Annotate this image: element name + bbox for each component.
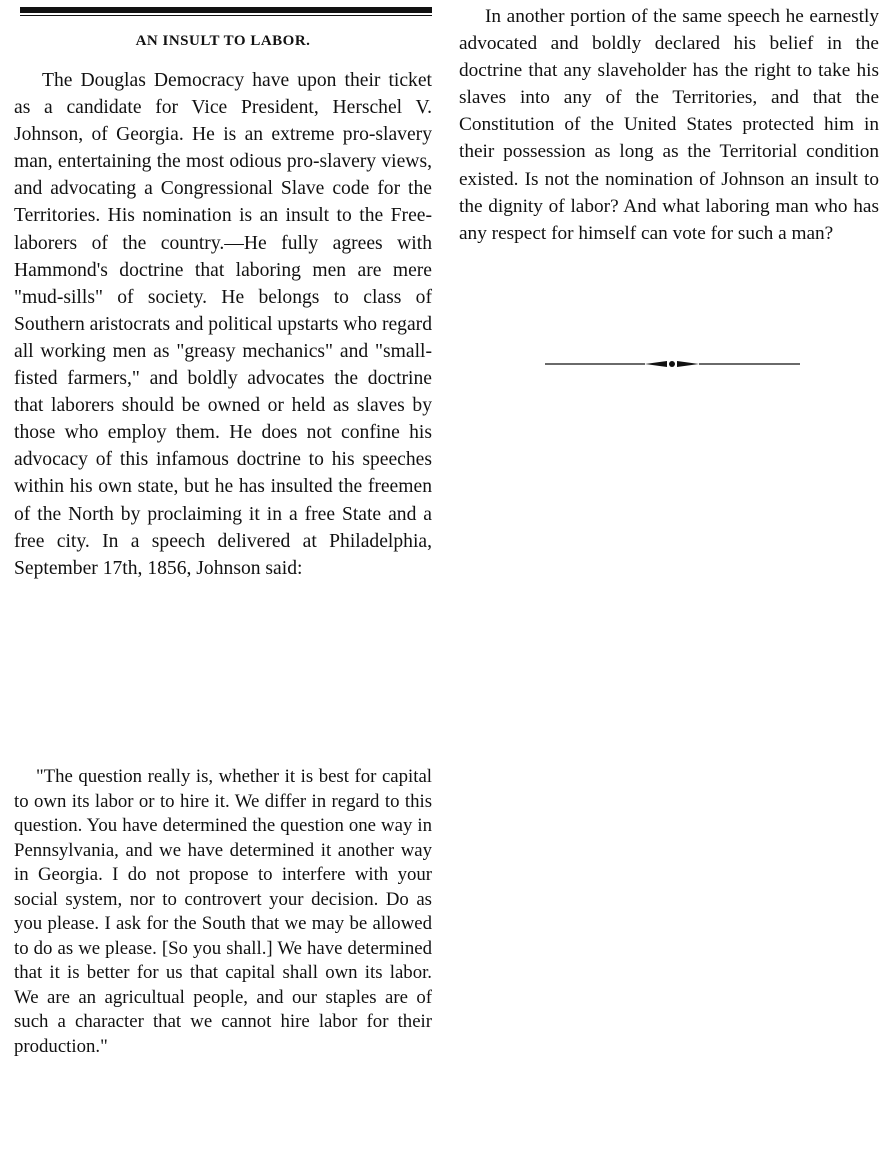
article-left-paragraph: The Douglas Democracy have upon their ticket as a candidate for Vice President, Herschel V. Johnson, of Georgia. He is an extreme pro-slavery man, entertaining the most odious pro-slavery views, and advocating a Congressional Slave code for the Territories. His nomination is an insult to the Free-laborers of the country.—He fully agrees with Hammond's doctrine that laboring men are mere "mud-sills" of society. He belongs to class of Southern aristocrats and political upstarts who regard all working men as "greasy mechanics" and "small-fisted farmers," and boldly advocates the doctrine that laborers should be owned or held as slaves by those who employ them. He does not confine his advocacy of this infamous doctrine to his speeches within his own state, but he has insulted the freemen of the North by proclaiming it in a free State and a free city. In a speech delivered at Philadelphia, September 17th, 1856, Johnson said:	[14, 70, 432, 579]
end-ornament-icon	[545, 357, 800, 371]
article-right-paragraph: In another portion of the same speech he earnestly advocated and boldly declared his belief in the doctrine that any slaveholder has the right to take his slaves into any of the Territories, and that the Constitution of the United States protected him in their possession as long as the Territorial condition existed. Is not the nomination of Johnson an insult to the dignity of labor? And what laboring man who has any respect for himself can vote for such a man?	[459, 6, 879, 244]
article-headline: AN INSULT TO LABOR.	[135, 33, 311, 49]
column-rule-thick	[20, 7, 432, 13]
column-rule-thin	[20, 15, 432, 16]
article-quotation: "The question really is, whether it is best for capital to own its labor or to hire it. We differ in regard to this question. You have determined the question one way in Pennsylvania, and we have determined it another way in Georgia. I do not propose to interfere with your social system, nor to controvert your decision. Do as you please. I ask for the South that we may be allowed to do as we please. [So you shall.] We have determined that it is better for us that capital shall own its labor. We are an agricultual people, and our staples are of such a character that we cannot hire labor for their production."	[14, 766, 432, 1057]
